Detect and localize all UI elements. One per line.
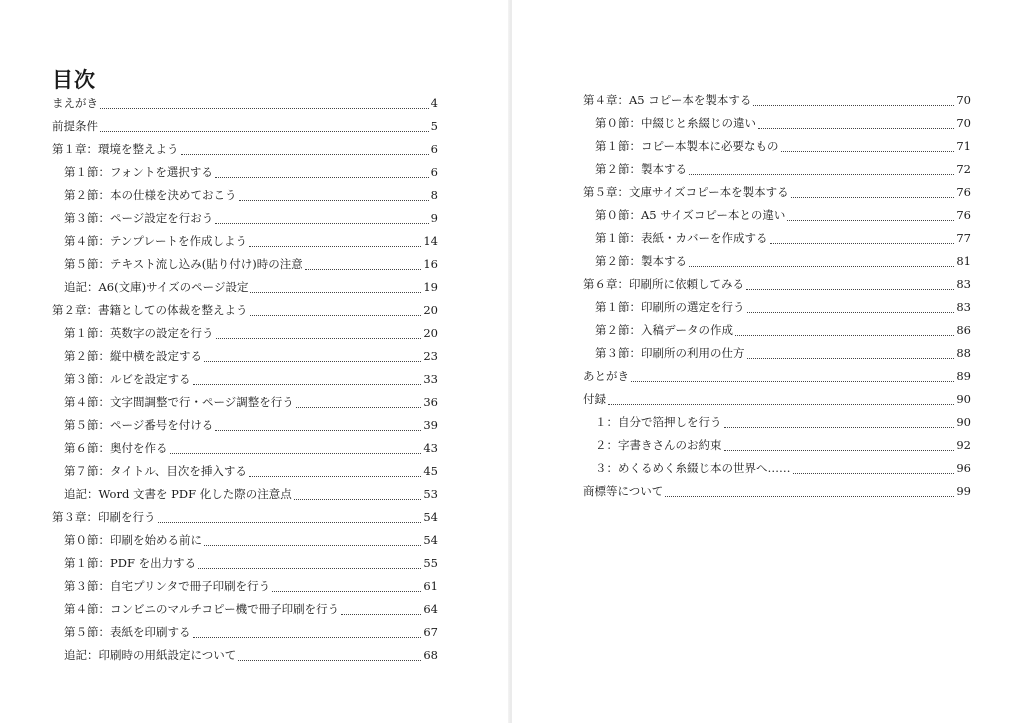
- toc-page-number: 14: [423, 233, 438, 248]
- toc-entry-label: 第４章：A5 コピー本を製本する: [583, 92, 752, 107]
- toc-entry: [52, 115, 438, 138]
- dot-leader: [239, 199, 429, 201]
- toc-entry-label: 第１節：印刷所の選定を行う: [595, 299, 745, 314]
- toc-page-number: 71: [956, 138, 971, 153]
- toc-entry-label: 第２節：本の仕様を決めておこう: [64, 187, 237, 202]
- dot-leader: [181, 153, 429, 155]
- dot-leader: [193, 383, 422, 385]
- toc-page-number: 4: [430, 95, 438, 110]
- toc-page-number: 20: [423, 325, 438, 340]
- dot-leader: [746, 288, 954, 290]
- dot-leader: [158, 521, 422, 523]
- toc-page-number: 88: [956, 345, 971, 360]
- toc-subentry: [52, 230, 438, 253]
- dot-leader: [724, 426, 955, 428]
- toc-page-number: 8: [430, 187, 438, 202]
- toc-subentry: [52, 161, 438, 184]
- toc-subentry: [52, 529, 438, 552]
- toc-page-number: 64: [423, 601, 438, 616]
- dot-leader: [215, 429, 421, 431]
- toc-entry: [52, 506, 438, 529]
- dot-leader: [305, 268, 422, 270]
- toc-entry-label: 商標等について: [583, 483, 664, 498]
- dot-leader: [215, 176, 429, 178]
- toc-page-number: 76: [956, 207, 971, 222]
- toc-page-number: 83: [956, 276, 971, 291]
- toc-entry-label: 第１節：英数字の設定を行う: [64, 325, 214, 340]
- toc-entry-label: 追記：印刷時の用紙設定について: [64, 647, 237, 662]
- dot-leader: [793, 472, 955, 474]
- toc-page-number: 92: [956, 437, 971, 452]
- toc-entry: [52, 92, 438, 115]
- toc-entry: [583, 89, 971, 112]
- dot-leader: [608, 403, 954, 405]
- toc-page-number: 83: [956, 299, 971, 314]
- toc-page-number: 86: [956, 322, 971, 337]
- toc-page-number: 68: [423, 647, 438, 662]
- toc-entry: [583, 181, 971, 204]
- dot-leader: [665, 495, 954, 497]
- toc-entry-label: 第２節：製本する: [595, 253, 687, 268]
- toc-entry-label: 前提条件: [52, 118, 98, 133]
- toc-page-number: 6: [430, 164, 438, 179]
- toc-subentry: [52, 575, 438, 598]
- toc-subentry: [52, 322, 438, 345]
- toc-page-number: 89: [956, 368, 971, 383]
- toc-entry-label: 第１節：コピー本製本に必要なもの: [595, 138, 779, 153]
- dot-leader: [689, 265, 954, 267]
- dot-leader: [296, 406, 422, 408]
- dot-leader: [689, 173, 954, 175]
- toc-subentry: [583, 204, 971, 227]
- toc-page-number: 36: [423, 394, 438, 409]
- toc-entry-label: １：自分で箔押しを行う: [595, 414, 722, 429]
- toc-page-number: 16: [423, 256, 438, 271]
- toc-page-number: 55: [423, 555, 438, 570]
- toc-entry-label: 第５節：テキスト流し込み(貼り付け)時の注意: [64, 256, 303, 271]
- toc-entry-label: 第０節：印刷を始める前に: [64, 532, 202, 547]
- dot-leader: [250, 291, 421, 293]
- toc-subentry: [583, 342, 971, 365]
- toc-subentry: [52, 368, 438, 391]
- toc-entry-label: 第５節：ページ番号を付ける: [64, 417, 214, 432]
- toc-subentry: [52, 207, 438, 230]
- toc-page-number: 81: [956, 253, 971, 268]
- dot-leader: [204, 360, 421, 362]
- toc-entry-label: 第４節：文字間調整で行・ページ調整を行う: [64, 394, 294, 409]
- dot-leader: [758, 127, 954, 129]
- dot-leader: [100, 107, 429, 109]
- dot-leader: [272, 590, 421, 592]
- dot-leader: [770, 242, 955, 244]
- toc-subentry: [583, 296, 971, 319]
- toc-entry-label: 第１節：フォントを選択する: [64, 164, 213, 179]
- toc-entry: [583, 365, 971, 388]
- toc-entry-label: 付録: [583, 391, 606, 406]
- toc-entry-label: 第１節：表紙・カバーを作成する: [595, 230, 768, 245]
- dot-leader: [238, 659, 421, 661]
- dot-leader: [250, 314, 422, 316]
- toc-entry: [52, 299, 438, 322]
- toc-page-number: 23: [423, 348, 438, 363]
- dot-leader: [193, 636, 422, 638]
- toc-entry-label: 第４節：テンプレートを作成しよう: [64, 233, 247, 248]
- toc-entry-label: 第１章：環境を整えよう: [52, 141, 179, 156]
- toc-entry: [583, 480, 971, 503]
- toc-entry-label: 第２章：書籍としての体裁を整えよう: [52, 302, 248, 317]
- toc-subentry: [52, 552, 438, 575]
- toc-page-number: 9: [430, 210, 438, 225]
- toc-list-right: [583, 89, 971, 503]
- toc-subentry: [583, 112, 971, 135]
- dot-leader: [791, 196, 955, 198]
- toc-entry-label: 第２節：縦中横を設定する: [64, 348, 202, 363]
- toc-page-number: 61: [423, 578, 438, 593]
- toc-entry-label: 第５章：文庫サイズコピー本を製本する: [583, 184, 789, 199]
- toc-entry: [52, 138, 438, 161]
- toc-entry-label: 第２節：入稿データの作成: [595, 322, 733, 337]
- toc-subentry: [52, 437, 438, 460]
- toc-page-number: 90: [956, 414, 971, 429]
- toc-subentry: [52, 253, 438, 276]
- toc-entry-label: 第１節：PDF を出力する: [64, 555, 197, 570]
- dot-leader: [198, 567, 421, 569]
- toc-subentry: [583, 227, 971, 250]
- toc-subentry: [52, 460, 438, 483]
- toc-page-number: 90: [956, 391, 971, 406]
- dot-leader: [787, 219, 954, 221]
- toc-subentry: [52, 345, 438, 368]
- toc-entry: [583, 388, 971, 411]
- dot-leader: [747, 311, 955, 313]
- toc-subentry: [52, 644, 438, 667]
- toc-entry-label: 追記：Word 文書を PDF 化した際の注意点: [64, 486, 292, 501]
- toc-page-number: 6: [430, 141, 438, 156]
- toc-subentry: [583, 457, 971, 480]
- dot-leader: [781, 150, 955, 152]
- dot-leader: [100, 130, 429, 132]
- dot-leader: [204, 544, 421, 546]
- toc-subentry: [583, 250, 971, 273]
- toc-list-left: [52, 92, 438, 667]
- dot-leader: [215, 222, 428, 224]
- toc-page-number: 5: [430, 118, 438, 133]
- toc-page-number: 33: [423, 371, 438, 386]
- toc-page-number: 77: [956, 230, 971, 245]
- toc-entry-label: 第０節：A5 サイズコピー本との違い: [595, 207, 786, 222]
- toc-page-number: 43: [423, 440, 438, 455]
- toc-entry-label: あとがき: [583, 368, 629, 383]
- toc-subentry: [583, 158, 971, 181]
- toc-page-number: 70: [956, 92, 971, 107]
- dot-leader: [724, 449, 955, 451]
- toc-entry-label: 第３節：印刷所の利用の仕方: [595, 345, 745, 360]
- toc-entry: [583, 273, 971, 296]
- dot-leader: [170, 452, 422, 454]
- toc-entry-label: ３：めくるめく糸綴じ本の世界へ……: [595, 460, 791, 475]
- dot-leader: [341, 613, 421, 615]
- toc-page-number: 39: [423, 417, 438, 432]
- dot-leader: [294, 498, 422, 500]
- toc-subentry: [52, 184, 438, 207]
- toc-entry-label: 第０節：中綴じと糸綴じの違い: [595, 115, 756, 130]
- toc-entry-label: 第７節：タイトル、目次を挿入する: [64, 463, 247, 478]
- toc-entry-label: 第６節：奥付を作る: [64, 440, 168, 455]
- toc-subentry: [583, 135, 971, 158]
- toc-entry-label: ２：字書きさんのお約束: [595, 437, 722, 452]
- toc-page-number: 20: [423, 302, 438, 317]
- toc-page-number: 54: [423, 509, 438, 524]
- toc-page-number: 53: [423, 486, 438, 501]
- toc-subentry: [52, 414, 438, 437]
- toc-subentry: [52, 276, 438, 299]
- toc-page-number: 96: [956, 460, 971, 475]
- toc-entry-label: 第６章：印刷所に依頼してみる: [583, 276, 744, 291]
- toc-page-number: 72: [956, 161, 971, 176]
- toc-entry-label: まえがき: [52, 95, 98, 110]
- toc-subentry: [52, 483, 438, 506]
- toc-entry-label: 第５節：表紙を印刷する: [64, 624, 191, 639]
- toc-page-number: 19: [423, 279, 438, 294]
- toc-page-number: 76: [956, 184, 971, 199]
- toc-title: 目次: [52, 67, 96, 92]
- toc-entry-label: 第３章：印刷を行う: [52, 509, 156, 524]
- toc-subentry: [52, 391, 438, 414]
- dot-leader: [216, 337, 422, 339]
- toc-subentry: [583, 319, 971, 342]
- dot-leader: [735, 334, 954, 336]
- toc-entry-label: 第２節：製本する: [595, 161, 687, 176]
- dot-leader: [249, 475, 422, 477]
- toc-entry-label: 第３節：自宅プリンタで冊子印刷を行う: [64, 578, 271, 593]
- toc-entry-label: 追記：A6(文庫)サイズのページ設定: [64, 279, 249, 294]
- dot-leader: [249, 245, 421, 247]
- toc-page-number: 99: [956, 483, 971, 498]
- toc-page-number: 70: [956, 115, 971, 130]
- dot-leader: [753, 104, 954, 106]
- dot-leader: [631, 380, 954, 382]
- toc-subentry: [583, 434, 971, 457]
- toc-subentry: [583, 411, 971, 434]
- toc-subentry: [52, 621, 438, 644]
- toc-subentry: [52, 598, 438, 621]
- toc-entry-label: 第３節：ページ設定を行おう: [64, 210, 214, 225]
- toc-page-number: 45: [423, 463, 438, 478]
- toc-entry-label: 第４節：コンビニのマルチコピー機で冊子印刷を行う: [64, 601, 340, 616]
- toc-page-number: 54: [423, 532, 438, 547]
- toc-page-number: 67: [423, 624, 438, 639]
- toc-entry-label: 第３節：ルビを設定する: [64, 371, 191, 386]
- dot-leader: [747, 357, 955, 359]
